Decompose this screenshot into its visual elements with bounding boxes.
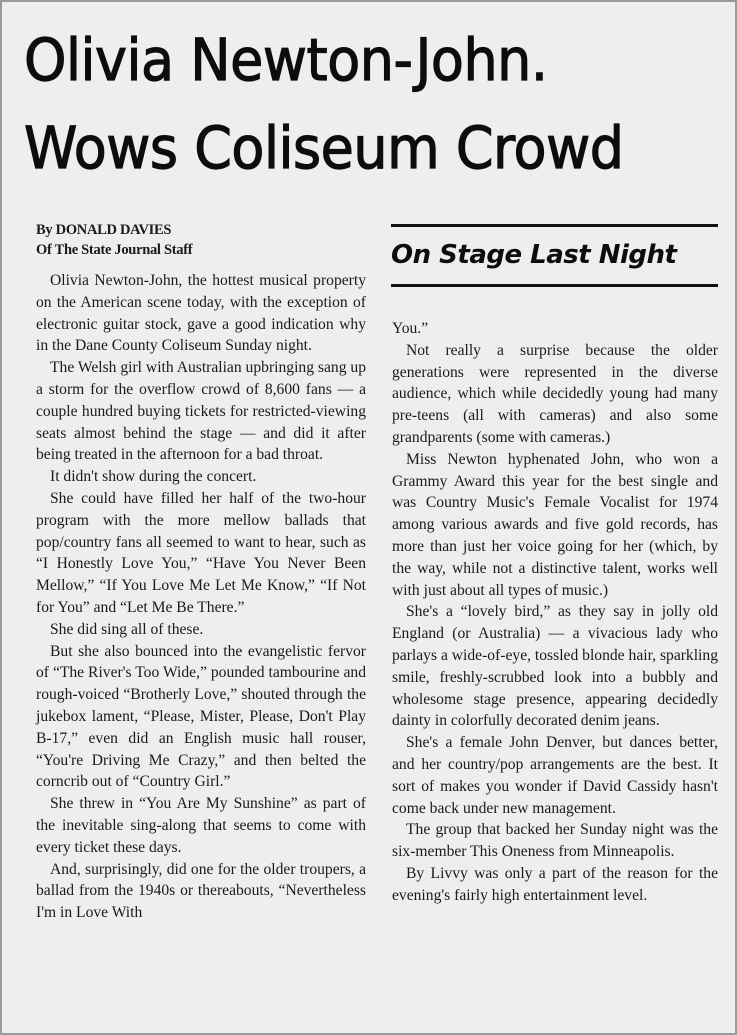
paragraph-continuation: You.” xyxy=(392,320,429,337)
paragraph: She threw in “You Are My Sunshine” as part of the inevitable sing-along that seems to come with every ticket these days. xyxy=(36,795,366,856)
section-heading-box xyxy=(391,224,718,287)
paragraph: By Livvy was only a part of the reason for the evening's fairly high entertainment level. xyxy=(392,864,718,904)
paragraph: It didn't show during the concert. xyxy=(50,468,257,486)
headline-line-2: Wows Coliseum Crowd xyxy=(24,114,624,182)
paragraph: Olivia Newton-John, the hottest musical property on the American scene today, with the exception of electronic guitar stock, gave a good indication why in the Dane County Coliseum Sunday night. xyxy=(36,272,366,355)
paragraph: She could have filled her half of the two-hour program with the more mellow ballads that pop/country fans all seemed to want to hear, such as “I Honestly Love You,” “Have You Never Been Mellow,” “If You Love Me Let Me Know,” “If Not for You” and “Let Me Be There.” xyxy=(36,489,366,616)
paragraph: The group that backed her Sunday night was the six-member This Oneness from Minneapolis. xyxy=(392,821,718,861)
section-heading: On Stage Last Night xyxy=(391,240,677,270)
byline-affiliation: Of The State Journal Staff xyxy=(36,242,193,258)
left-column xyxy=(36,220,366,924)
paragraph: But she also bounced into the evangelistic fervor of “The River's Too Wide,” pounded tambourine and rough-voiced “Brotherly Love,” shouted through the jukebox lament, “Please, Mister, Please, Don't Play B-17,” even did an English music hall rouser, “You're Driving Me Crazy,” and then belted the corncrib out of “Country Girl.” xyxy=(36,642,366,791)
paragraph: Miss Newton hyphenated John, who won a Grammy Award this year for the best single and was Country Music's Female Vocalist for 1974 among various awards and five gold records, has more than just her voice going for her (which, by the way, while not a distinctive talent, works well with just about all types of music.) xyxy=(392,450,718,599)
headline xyxy=(24,16,624,192)
byline-author: By DONALD DAVIES xyxy=(36,222,172,238)
right-column xyxy=(392,318,718,907)
paragraph: She's a female John Denver, but dances better, and her country/pop arrangements are the best. It sort of makes you wonder if David Cassidy hasn't come back under new management. xyxy=(392,734,718,817)
bottom-rule xyxy=(391,284,718,287)
paragraph: Not really a surprise because the older generations were represented in the diverse audience, which while decidedly young had many pre-teens (all with cameras) and also some grandparents (some with cameras.) xyxy=(392,341,718,446)
top-rule xyxy=(391,224,718,227)
newspaper-clipping xyxy=(2,2,735,1033)
paragraph: She's a “lovely bird,” as they say in jolly old England (or Australia) — a vivacious lady who parlays a wide-of-eye, tossled blonde hair, sparkling smile, freshly-scrubbed look into a bubbly and wholesome stage presence, appearing decidedly dainty in colorfully decorated denim jeans. xyxy=(392,603,718,730)
paragraph: And, surprisingly, did one for the older troupers, a ballad from the 1940s or thereabouts, “Nevertheless I'm in Love With xyxy=(36,860,366,922)
paragraph: She did sing all of these. xyxy=(50,620,204,638)
byline xyxy=(36,220,366,260)
paragraph: The Welsh girl with Australian upbringing sang up a storm for the overflow crowd of 8,600 fans — a couple hundred buying tickets for restricted-viewing seats almost behind the stage — and did it after being treated in the afternoon for a bad throat. xyxy=(36,359,366,464)
headline-line-1: Olivia Newton-John. xyxy=(24,26,548,94)
